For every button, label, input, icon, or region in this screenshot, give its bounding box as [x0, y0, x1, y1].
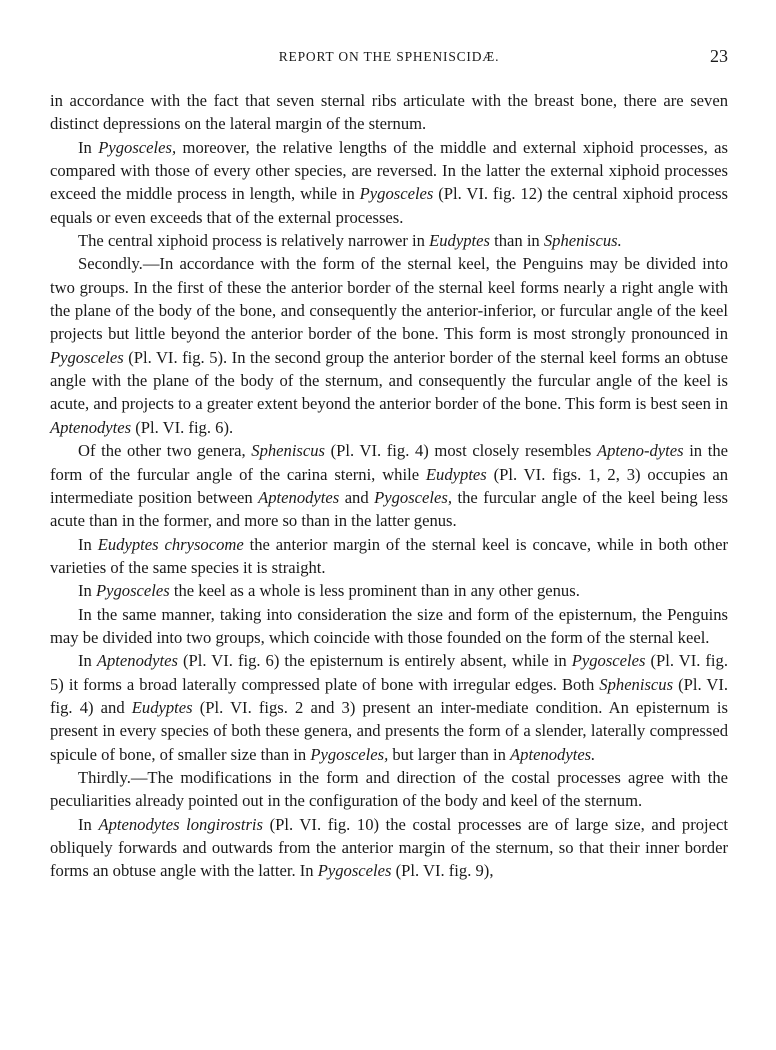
- paragraph: [50, 649, 728, 766]
- italic-term: Pygosceles,: [374, 487, 452, 507]
- text-run: moreover, the relative lengths of the middle and external xiphoid processes, as compared with those of every other species, are reversed. In the latter the external xiphoid processes exceed the middle process in length, while in: [50, 137, 728, 204]
- page-header: [50, 46, 728, 72]
- paragraph: [50, 533, 728, 580]
- paragraph: [50, 229, 728, 252]
- text-run: (Pl. VI. fig. 5). In the second group the anterior border of the sternal keel forms an obtuse angle with the plane of the body of the sternum, and consequently the furcular angle of the keel is acute, and projects to a greater extent beyond the anterior border of the bone. This form is best seen in: [50, 347, 728, 414]
- text-run: (Pl. VI. figs. 1, 2, 3) occupies an intermediate position between: [50, 464, 728, 507]
- italic-term: Spheniscus.: [543, 231, 622, 251]
- text-run: Thirdly.—The modifications in the form and direction of the costal processes agree with the peculiarities already pointed out in the configuration of the body and keel of the sternum.: [50, 767, 728, 811]
- text-run: In: [78, 534, 98, 554]
- page-number: 23: [710, 46, 728, 66]
- italic-term: Aptenodytes.: [510, 744, 596, 764]
- text-run: The central xiphoid process is relatively narrower in: [78, 231, 430, 251]
- italic-term: Apteno-dytes: [596, 441, 684, 461]
- text-run: in the form of the furcular angle of the carina sterni, while: [50, 441, 728, 484]
- italic-term: Pygosceles: [317, 861, 392, 881]
- italic-term: Pygosceles: [359, 184, 434, 204]
- text-run: (Pl. VI. fig. 6) the episternum is entirely absent, while in: [177, 651, 572, 671]
- paragraph: [50, 813, 728, 883]
- text-run: in accordance with the fact that seven sternal ribs articulate with the breast bone, there are seven distinct depressions on the lateral margin of the sternum.: [50, 91, 728, 134]
- paragraph: [50, 439, 728, 532]
- running-head: REPORT ON THE SPHENISCIDÆ.: [278, 49, 500, 64]
- text-run: (Pl. VI. figs. 2 and 3) present an inter-mediate condition. An episternum is present in every species of both these genera, and presents the form of a slender, laterally compressed spicule of bone, of smaller size than in: [50, 697, 728, 764]
- paragraph: [50, 136, 728, 229]
- text-run: (Pl. VI. fig. 10) the costal processes are of large size, and project obliquely forwards and outwards from the anterior margin of the sternum, so that their inner border forms an obtuse angle with the latter. In: [50, 814, 728, 881]
- paragraph: [50, 89, 728, 136]
- text-run: (Pl. VI. fig. 12) the central xiphoid process equals or even exceeds that of the external processes.: [50, 184, 728, 227]
- text-run: In: [78, 651, 97, 671]
- text-run: In: [78, 137, 99, 157]
- text-run: than in: [489, 231, 544, 251]
- text-run: Of the other two genera,: [78, 441, 252, 461]
- paragraph: [50, 252, 728, 439]
- text-run: (Pl. VI. fig. 9),: [391, 861, 494, 881]
- text-run: Secondly.—In accordance with the form of the sternal keel, the Penguins may be divided into two groups. In the first of these the anterior border of the sternal keel forms nearly a right angle with the plane of the body of the bone, and consequently the anterior-inferior, or furcular angle of the keel projects but little beyond the anterior border of the bone. This form is most strongly pronounced in: [50, 254, 728, 344]
- text-run: (Pl. VI. fig. 4) and: [50, 674, 728, 717]
- text-run: the keel as a whole is less prominent than in any other genus.: [169, 581, 580, 601]
- italic-term: Pygosceles: [50, 347, 124, 367]
- body-text: [50, 89, 728, 883]
- paragraph: [50, 603, 728, 650]
- paragraph: [50, 766, 728, 813]
- italic-term: Pygosceles,: [98, 137, 177, 157]
- italic-term: Pygosceles: [95, 581, 170, 601]
- text-run: (Pl. VI. fig. 5) it forms a broad laterally compressed plate of bone with irregular edges. Both: [50, 651, 728, 694]
- italic-term: Aptenodytes: [96, 651, 178, 671]
- italic-term: Aptenodytes longirostris: [98, 814, 263, 834]
- italic-term: Aptenodytes: [258, 487, 340, 507]
- italic-term: Eudyptes: [429, 231, 490, 251]
- text-run: the furcular angle of the keel being less acute than in the former, and more so than in the latter genus.: [50, 487, 728, 531]
- text-run: and: [339, 487, 375, 507]
- text-run: the anterior margin of the sternal keel is concave, while in both other varieties of the same species it is straight.: [50, 534, 728, 577]
- italic-term: Eudyptes chrysocome: [97, 534, 244, 554]
- text-run: In the same manner, taking into consideration the size and form of the episternum, the Penguins may be divided into two groups, which coincide with those founded on the form of the sternal keel.: [50, 604, 728, 647]
- italic-term: Aptenodytes: [50, 417, 132, 437]
- italic-term: Eudyptes: [131, 697, 193, 717]
- italic-term: Spheniscus: [599, 674, 674, 694]
- text-run: but larger than in: [388, 744, 511, 764]
- text-run: In: [78, 581, 96, 601]
- text-run: (Pl. VI. fig. 6).: [131, 417, 234, 437]
- italic-term: Spheniscus: [251, 441, 326, 461]
- text-run: In: [78, 814, 99, 834]
- italic-term: Pygosceles: [571, 651, 646, 671]
- italic-term: Eudyptes: [425, 464, 487, 484]
- paragraph: [50, 579, 728, 602]
- text-run: (Pl. VI. fig. 4) most closely resembles: [325, 441, 597, 461]
- italic-term: Pygosceles,: [310, 744, 389, 764]
